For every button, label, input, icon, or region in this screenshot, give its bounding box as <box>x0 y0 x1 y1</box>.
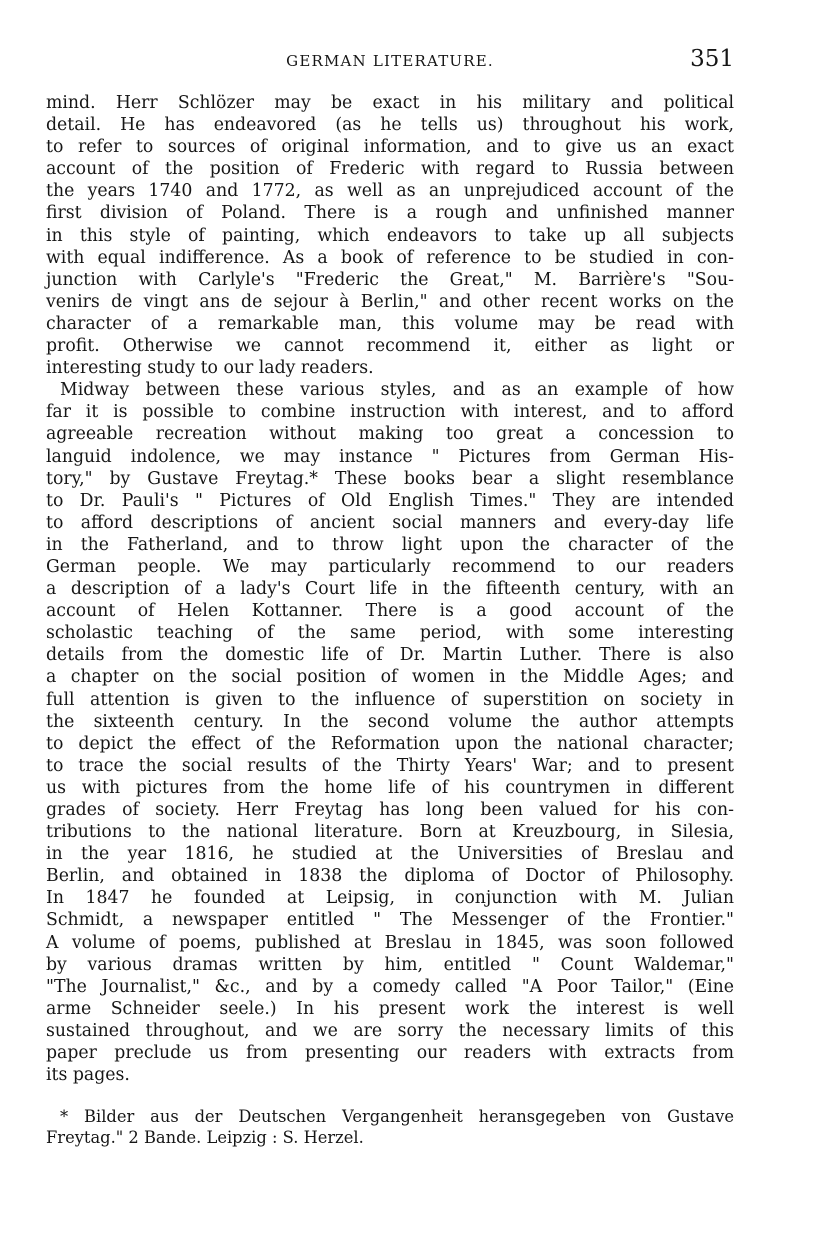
text-line: a chapter on the social position of women in the Middle Ages; and <box>46 667 734 688</box>
text-line: to refer to sources of original information, and to give us an exact <box>46 137 734 158</box>
text-line: tributions to the national literature. Born at Kreuzbourg, in Silesia, <box>46 822 734 843</box>
text-line: in this style of painting, which endeavors to take up all subjects <box>46 225 734 246</box>
text-line: Schmidt, a newspaper entitled " The Messenger of the Frontier." <box>46 910 734 931</box>
text-line: German people. We may particularly recommend to our readers <box>46 556 734 577</box>
text-line: with equal indifference. As a book of reference to be studied in con- <box>46 247 734 268</box>
text-line: profit. Otherwise we cannot recommend it, either as light or <box>46 336 734 357</box>
text-line: A volume of poems, published at Breslau in 1845, was soon followed <box>46 932 734 953</box>
text-line: us with pictures from the home life of his countrymen in different <box>46 777 734 798</box>
text-line: the years 1740 and 1772, as well as an unprejudiced account of the <box>46 181 734 202</box>
text-line: a description of a lady's Court life in the fifteenth century, with an <box>46 579 734 600</box>
footnote-line: * Bilder aus der Deutschen Vergangenheit heransgegeben von Gustave <box>60 1107 734 1126</box>
text-line: account of the position of Frederic with regard to Russia between <box>46 159 734 180</box>
text-line: to trace the social results of the Thirty Years' War; and to present <box>46 755 734 776</box>
text-line: to depict the effect of the Reformation upon the national character; <box>46 733 734 754</box>
text-line: full attention is given to the influence of superstition on society in <box>46 689 734 710</box>
text-line: sustained throughout, and we are sorry the necessary limits of this <box>46 1020 734 1041</box>
body-text <box>46 92 734 1086</box>
text-line: to afford descriptions of ancient social manners and every-day life <box>46 512 734 533</box>
text-line: scholastic teaching of the same period, with some interesting <box>46 623 734 644</box>
text-line: first division of Poland. There is a rough and unfinished manner <box>46 203 734 224</box>
text-line: in the Fatherland, and to throw light upon the character of the <box>46 534 734 555</box>
text-line: Midway between these various styles, and as an example of how <box>60 380 734 401</box>
text-line: agreeable recreation without making too great a concession to <box>46 424 734 445</box>
text-line: to Dr. Pauli's " Pictures of Old English Times." They are intended <box>46 490 734 511</box>
running-title: GERMAN LITERATURE. <box>286 52 494 70</box>
text-line: mind. Herr Schlözer may be exact in his military and political <box>46 93 734 113</box>
text-line: details from the domestic life of Dr. Martin Luther. There is also <box>46 645 734 666</box>
text-line: In 1847 he founded at Leipsig, in conjunction with M. Julian <box>46 888 734 909</box>
text-line: tory," by Gustave Freytag.* These books bear a slight resemblance <box>46 468 734 489</box>
text-line: arme Schneider seele.) In his present work the interest is well <box>46 998 734 1019</box>
text-line: the sixteenth century. In the second volume the author attempts <box>46 711 734 732</box>
text-line: interesting study to our lady readers. <box>46 358 374 379</box>
text-line: detail. He has endeavored (as he tells us) throughout his work, <box>46 115 734 136</box>
text-line: Berlin, and obtained in 1838 the diploma of Doctor of Philosophy. <box>46 866 734 887</box>
footnote <box>46 1106 734 1148</box>
page-header <box>46 46 734 76</box>
text-line: venirs de vingt ans de sejour à Berlin," and other recent works on the <box>46 291 734 312</box>
text-line: paper preclude us from presenting our readers with extracts from <box>46 1043 734 1064</box>
text-line: its pages. <box>46 1065 130 1086</box>
text-line: languid indolence, we may instance " Pictures from German His- <box>46 446 734 467</box>
text-line: character of a remarkable man, this volume may be read with <box>46 313 734 334</box>
text-line: in the year 1816, he studied at the Universities of Breslau and <box>46 844 734 865</box>
text-line: far it is possible to combine instruction with interest, and to afford <box>46 402 734 423</box>
footnote-line: Freytag." 2 Bande. Leipzig : S. Herzel. <box>46 1128 364 1147</box>
text-line: by various dramas written by him, entitled " Count Waldemar," <box>46 954 734 975</box>
text-line: account of Helen Kottanner. There is a good account of the <box>46 601 734 622</box>
page-number: 351 <box>690 46 734 72</box>
text-line: "The Journalist," &c., and by a comedy called "A Poor Tailor," (Eine <box>46 976 734 997</box>
text-line: junction with Carlyle's "Frederic the Great," M. Barrière's "Sou- <box>46 269 734 290</box>
text-line: grades of society. Herr Freytag has long been valued for his con- <box>46 800 734 820</box>
